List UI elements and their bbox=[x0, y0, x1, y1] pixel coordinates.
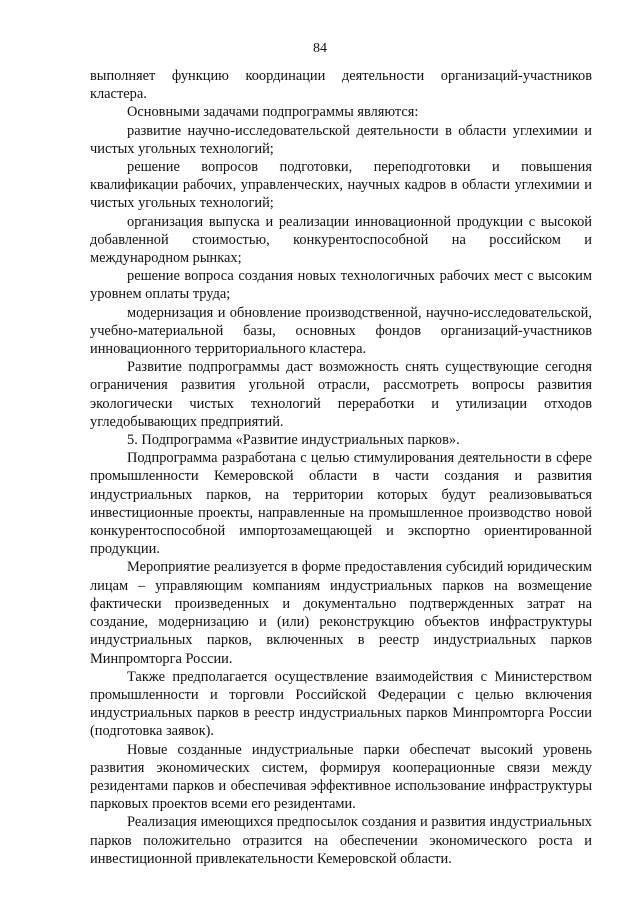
paragraph-8: Развитие подпрограммы даст возможность снять существующие сегодня ограничения развития угольной отрасли, рассмотреть вопросы развития экологически чистых технологий переработки и утилизации отходов угледобывающих предприятий. bbox=[90, 359, 592, 430]
paragraph-13: Новые созданные индустриальные парки обеспечат высокий уровень развития экономических систем, формируя кооперационные связи между резидентами парков и обеспечивая эффективное использование инфраструктуры парковых проектов всеми его резидентами. bbox=[90, 741, 592, 813]
paragraph-5: организация выпуска и реализации инновационной продукции с высокой добавленной стоимостью, конкурентоспособной на российском и международном рынках; bbox=[90, 213, 592, 267]
paragraph-3: развитие научно-исследовательской деятельности в области углехимии и чистых угольных технологий; bbox=[90, 122, 592, 157]
paragraph-14: Реализация имеющихся предпосылок создания и развития индустриальных парков положительно отразится на обеспечении экономического роста и инвестиционной привлекательности Кемеровской области. bbox=[90, 814, 592, 867]
paragraph-7: модернизация и обновление производственной, научно-исследовательской, учебно-материальной базы, основных фондов организаций-участников инновационного территориального кластера. bbox=[90, 304, 592, 358]
paragraph-4: решение вопросов подготовки, переподготовки и повышения квалификации рабочих, управленческих, научных кадров в области углехимии и чистых угольных технологий; bbox=[90, 159, 592, 212]
section-heading: 5. Подпрограмма «Развитие индустриальных парков». bbox=[127, 432, 460, 449]
paragraph-6: решение вопроса создания новых технологичных рабочих мест с высоким уровнем оплаты труда; bbox=[90, 268, 592, 303]
paragraph-11: Мероприятие реализуется в форме предоставления субсидий юридическим лицам – управляющим компаниям индустриальных парков на возмещение фактически произведенных и документально подтвержденных затрат на создание, модернизацию и (или) реконструкцию объектов инфраструктуры индустриальных парков, включенных в реестр индустриальных парков Минпромторга России. bbox=[90, 559, 592, 667]
page-number: 84 bbox=[313, 41, 327, 56]
paragraph-2: Основными задачами подпрограммы являются: bbox=[127, 104, 419, 121]
paragraph-10: Подпрограмма разработана с целью стимулирования деятельности в сфере промышленности Кемеровской области в части создания и развития индустриальных парков, на территории которых будут реализовываться инвестиционные проекты, направленные на промышленное производство новой конкурентоспособной импортозамещающей и экспортно ориентированной продукции. bbox=[90, 450, 592, 558]
document-body bbox=[90, 67, 592, 868]
paragraph-12: Также предполагается осуществление взаимодействия с Министерством промышленности и торговли Российской Федерации с целью включения индустриальных парков в реестр индустриальных парков Минпромторга России (подготовка заявок). bbox=[90, 668, 592, 740]
paragraph-1: выполняет функцию координации деятельности организаций-участников кластера. bbox=[90, 68, 592, 103]
